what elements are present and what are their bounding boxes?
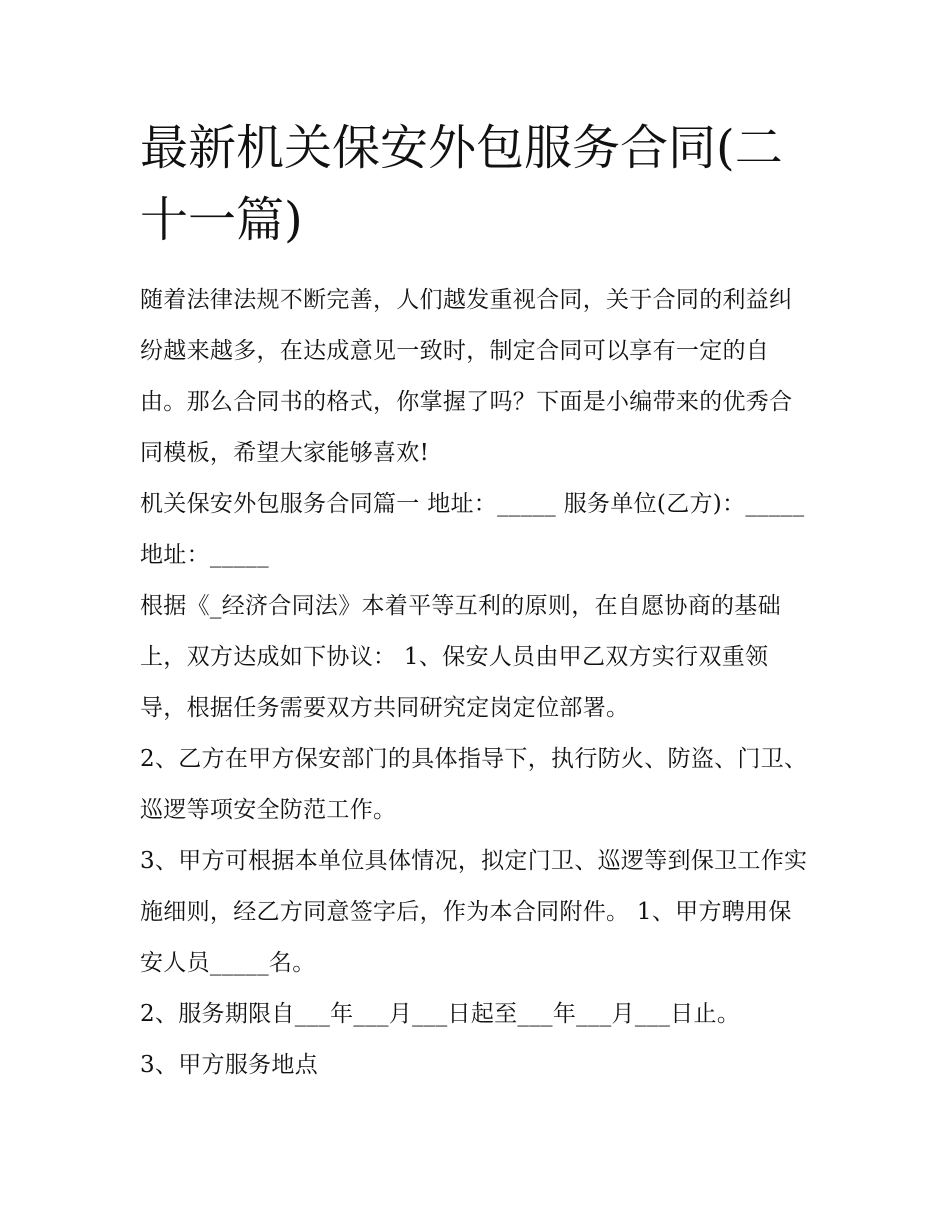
party-address-paragraph: 机关保安外包服务合同篇一 地址：_____ 服务单位(乙方)：_____ 地址：_____ (140, 491, 805, 568)
agreement-clause-3: 3、甲方可根据本单位具体情况，拟定门卫、巡逻等到保卫工作实施细则，经乙方同意签字后，作为本合同附件。 1、甲方聘用保安人员_____名。 (140, 848, 808, 976)
document-title: 最新机关保安外包服务合同(二十一篇) (140, 120, 783, 248)
agreement-clause-1: 根据《_经济合同法》本着平等互利的原则，在自愿协商的基础上，双方达成如下协议： 1、保安人员由甲乙双方实行双重领导，根据任务需要双方共同研究定岗定位部署。 (140, 593, 781, 721)
agreement-clause-2: 2、乙方在甲方保安部门的具体指导下，执行防火、防盗、门卫、巡逻等项安全防范工作。 (140, 746, 808, 823)
document-body (140, 112, 812, 1091)
intro-paragraph: 随着法律法规不断完善，人们越发重视合同，关于合同的利益纠纷越来越多，在达成意见一致时，制定合同可以享有一定的自由。那么合同书的格式，你掌握了吗？下面是小编带来的优秀合同模板，希望大家能够喜欢! (140, 287, 793, 466)
service-term-clause: 2、服务期限自___年___月___日起至___年___月___日止。 (140, 1001, 741, 1027)
service-location-clause: 3、甲方服务地点 (140, 1052, 319, 1078)
